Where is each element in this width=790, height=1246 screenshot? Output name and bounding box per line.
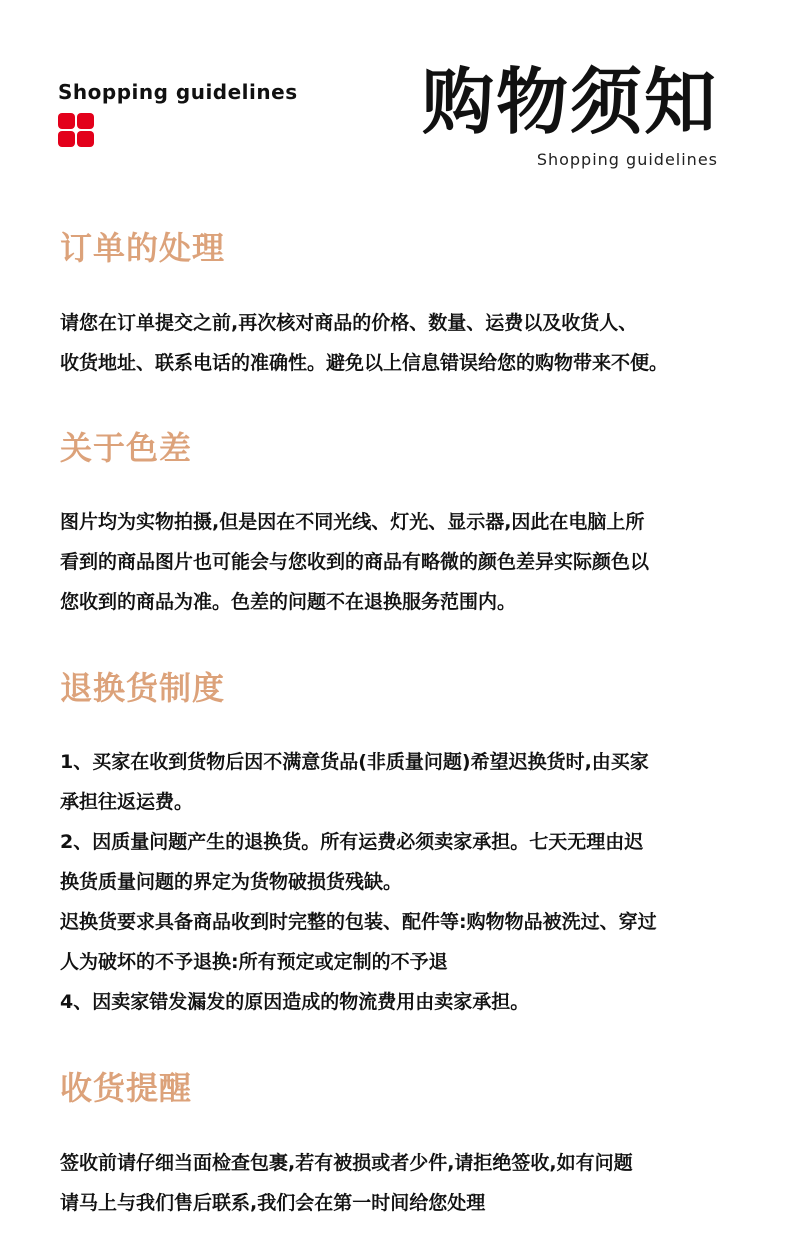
brand-logo-icon xyxy=(58,113,94,147)
section-body-delivery-reminder xyxy=(60,1143,740,1223)
paragraph-line: 1、买家在收到货物后因不满意货品(非质量问题)希望迟换货时,由买家 xyxy=(60,751,649,773)
section-body-return-policy xyxy=(60,742,740,1022)
paragraph-line: 签收前请仔细当面检查包裹,若有被损或者少件,请拒绝签收,如有问题 xyxy=(60,1152,633,1174)
paragraph-line: 承担往返运费。 xyxy=(60,791,194,813)
section-title-order-processing: 订单的处理 xyxy=(60,229,226,267)
paragraph-line: 看到的商品图片也可能会与您收到的商品有略微的颜色差异实际颜色以 xyxy=(60,551,650,573)
logo-square xyxy=(77,131,94,147)
logo-square xyxy=(58,131,75,147)
paragraph-line: 4、因卖家错发漏发的原因造成的物流费用由卖家承担。 xyxy=(60,991,530,1013)
paragraph-line: 收货地址、联系电话的准确性。避免以上信息错误给您的购物带来不便。 xyxy=(60,352,669,374)
header-left-title: Shopping guidelines xyxy=(58,80,298,104)
paragraph-line: 请马上与我们售后联系,我们会在第一时间给您处理 xyxy=(60,1192,486,1214)
section-body-order-processing xyxy=(60,303,740,383)
section-title-delivery-reminder: 收货提醒 xyxy=(60,1069,193,1107)
section-body-color-difference xyxy=(60,502,740,622)
section-title-color-difference: 关于色差 xyxy=(60,429,193,467)
paragraph-line: 换货质量问题的界定为货物破损货残缺。 xyxy=(60,871,403,893)
paragraph-line: 迟换货要求具备商品收到时完整的包装、配件等:购物物品被洗过、穿过 xyxy=(60,911,657,933)
page-title: 购物须知 xyxy=(421,60,718,144)
paragraph-line: 图片均为实物拍摄,但是因在不同光线、灯光、显示器,因此在电脑上所 xyxy=(60,511,645,533)
section-title-return-policy: 退换货制度 xyxy=(60,669,226,707)
page-subtitle: Shopping guidelines xyxy=(536,150,718,169)
paragraph-line: 请您在订单提交之前,再次核对商品的价格、数量、运费以及收货人、 xyxy=(60,312,638,334)
logo-square xyxy=(58,113,75,129)
paragraph-line: 2、因质量问题产生的退换货。所有运费必须卖家承担。七天无理由迟 xyxy=(60,831,644,853)
logo-square xyxy=(77,113,94,129)
paragraph-line: 人为破坏的不予退换:所有预定或定制的不予退 xyxy=(60,951,448,973)
paragraph-line: 您收到的商品为准。色差的问题不在退换服务范围内。 xyxy=(60,591,517,613)
